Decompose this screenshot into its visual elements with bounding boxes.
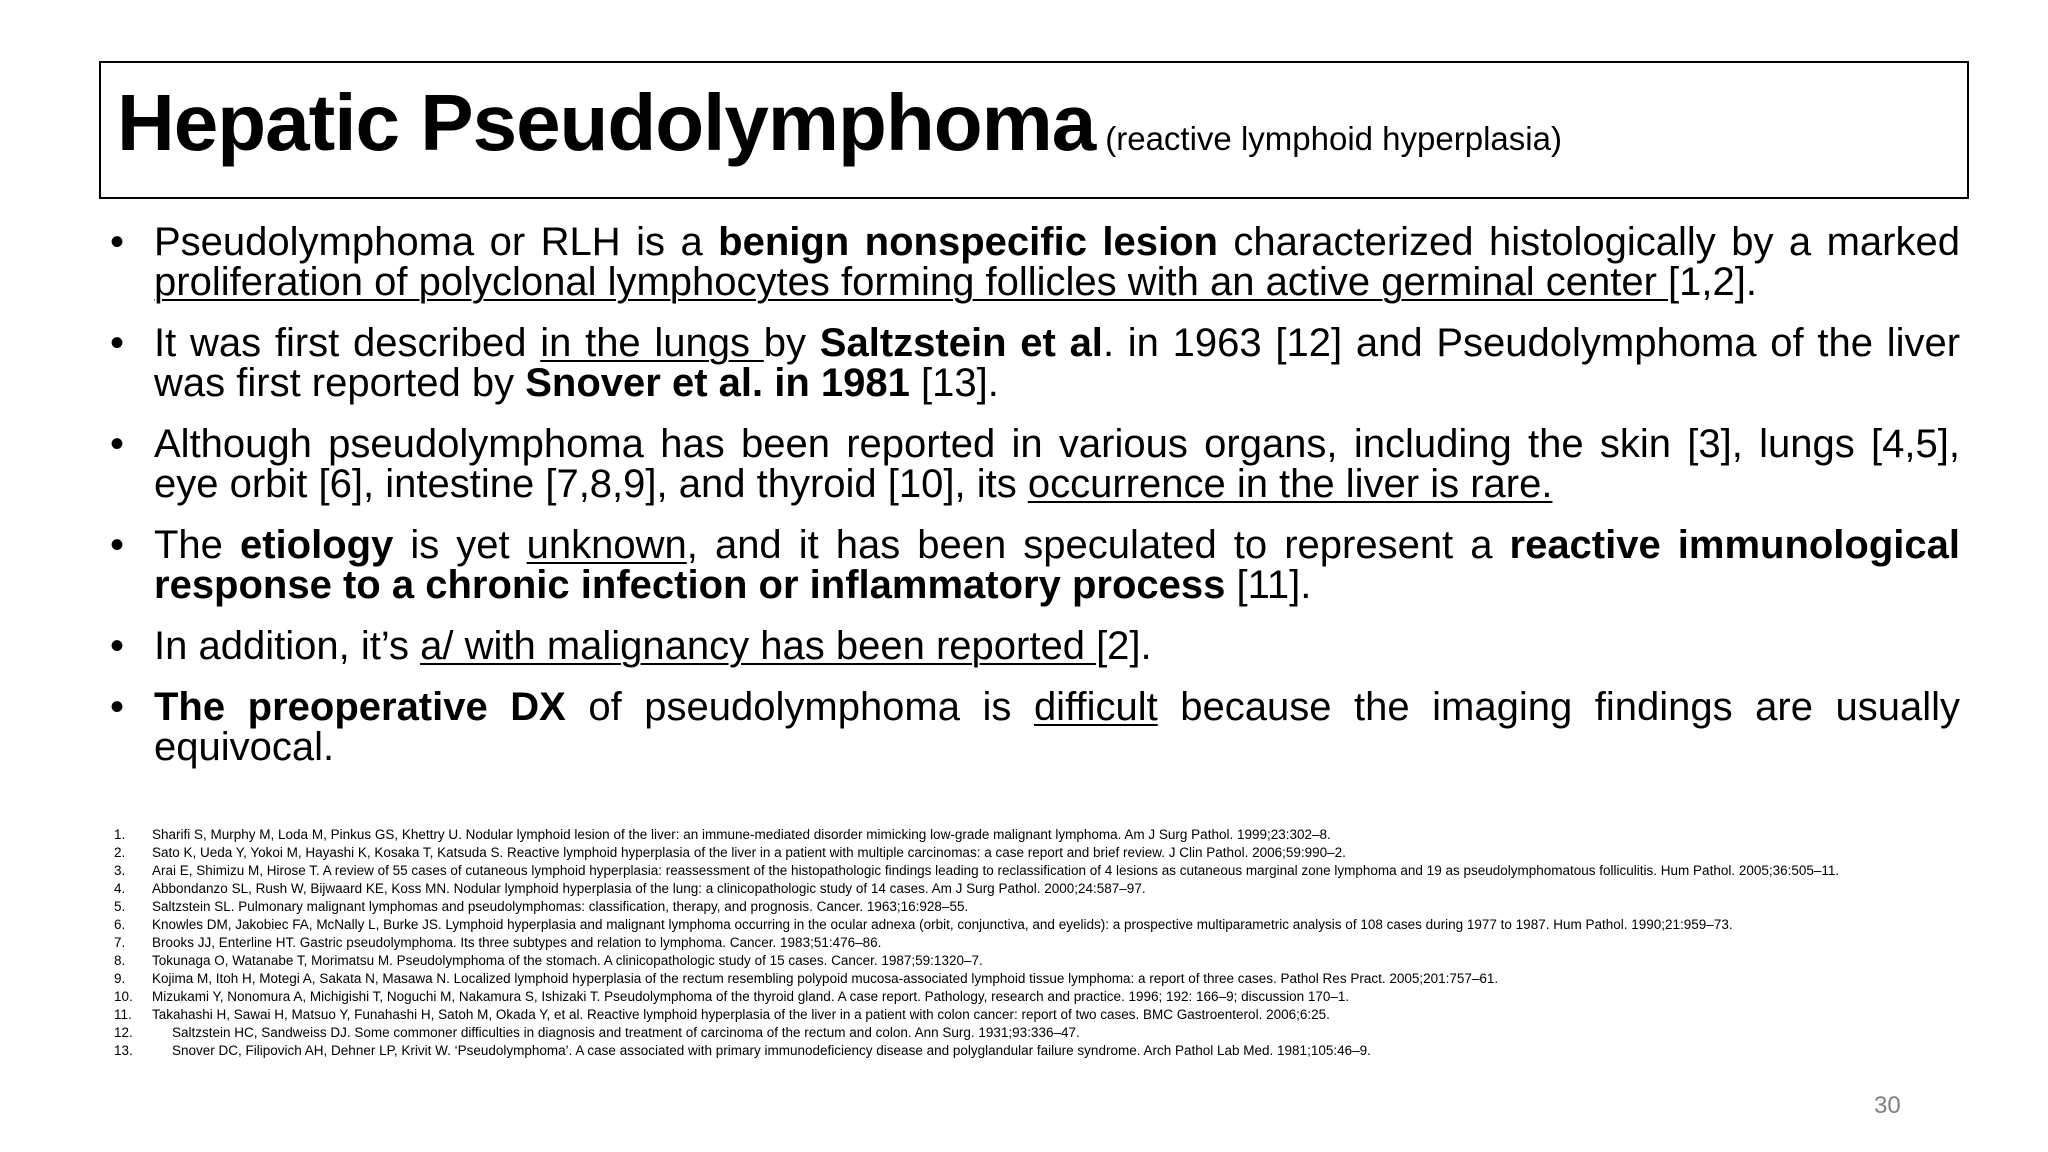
bullet-underlined-text: occurrence in the liver is rare. <box>1027 462 1553 506</box>
reference-text: Kojima M, Itoh H, Motegi A, Sakata N, Masawa N. Localized lymphoid hyperplasia of the rectum resembling polypoid mucosa-associated lymphoid tissue lymphoma: a report of three cases. Pathol Res Pract. 2005;201:757–61. <box>152 971 1499 986</box>
reference-number: 11. <box>114 1007 132 1022</box>
reference-item <box>114 826 1964 844</box>
page-number: 30 <box>1874 1092 1901 1119</box>
reference-text: Sharifi S, Murphy M, Loda M, Pinkus GS, Khettry U. Nodular lymphoid lesion of the liver: an immune-mediated disorder mimicking low-grade malignant lymphoma. Am J Surg Pathol. 1999;23:302–8. <box>152 827 1331 842</box>
bullet-text: [11]. <box>1225 563 1312 607</box>
bullet-underlined-text: unknown <box>526 523 687 567</box>
bullet-underlined-text: proliferation of polyclonal lymphocytes forming follicles with an active germinal center <box>154 260 1669 304</box>
reference-number: 2. <box>114 845 126 860</box>
bullet-dot: • <box>110 523 125 567</box>
reference-item <box>114 1024 1964 1042</box>
reference-text: Mizukami Y, Nonomura A, Michigishi T, Noguchi M, Nakamura S, Ishizaki T. Pseudolymphoma of the thyroid gland. A case report. Pathology, research and practice. 1996; 192: 166–9; discussion 170–1. <box>152 989 1350 1004</box>
reference-item <box>114 898 1964 916</box>
bullet-text: , and it has been speculated to represent a <box>686 523 1510 567</box>
bullet-text: Pseudolymphoma or RLH is a <box>154 220 719 264</box>
reference-item <box>114 952 1964 970</box>
bullet-underlined-text: in the lungs <box>540 321 764 365</box>
reference-item <box>114 1006 1964 1024</box>
reference-item <box>114 916 1964 934</box>
reference-text: Abbondanzo SL, Rush W, Bijwaard KE, Koss MN. Nodular lymphoid hyperplasia of the lung: a clinicopathologic study of 14 cases. Am J Surg Pathol. 2000;24:587–97. <box>152 881 1146 896</box>
reference-number: 1. <box>114 827 126 842</box>
bullet-bold-text: etiology <box>239 523 394 567</box>
reference-text: Saltzstein HC, Sandweiss DJ. Some commoner difficulties in diagnosis and treatment of carcinoma of the rectum and colon. Ann Surg. 1931;93:336–47. <box>172 1025 1080 1040</box>
bullet-text: Although pseudolymphoma has been reported in various organs, including the skin [3], lungs [4,5], eye orbit [6], intestine [7,8,9], and thyroid [10], its <box>154 422 1960 506</box>
bullet-underlined-text: difficult <box>1033 685 1158 729</box>
reference-list <box>114 826 1964 1060</box>
bullet-bold-text: reactive immunological response to a chronic infection or inflammatory process <box>154 523 1961 607</box>
bullet-item-6 <box>110 687 1960 767</box>
bullet-text: is yet <box>393 523 527 567</box>
bullet-underlined-text: a/ with malignancy has been reported <box>420 624 1097 668</box>
reference-item <box>114 844 1964 862</box>
bullet-list <box>110 222 1960 788</box>
reference-text: Knowles DM, Jakobiec FA, McNally L, Burke JS. Lymphoid hyperplasia and malignant lymphoma occurring in the ocular adnexa (orbit, conjunctiva, and eyelids): a prospective multiparametric analysis of 108 cases during 1977 to 1987. Hum Pathol. 1990;21:959–73. <box>152 917 1733 932</box>
bullet-text: characterized histologically by a marked <box>1217 220 1960 264</box>
reference-text: Tokunaga O, Watanabe T, Morimatsu M. Pseudolymphoma of the stomach. A clinicopathologic study of 15 cases. Cancer. 1987;59:1320–7. <box>152 953 983 968</box>
bullet-text: [1,2]. <box>1668 260 1757 304</box>
reference-text: Brooks JJ, Enterline HT. Gastric pseudolymphoma. Its three subtypes and relation to lymphoma. Cancer. 1983;51:476–86. <box>152 935 882 950</box>
reference-number: 6. <box>114 917 126 932</box>
reference-number: 10. <box>114 989 133 1004</box>
bullet-text: It was first described <box>154 321 541 365</box>
reference-text: Snover DC, Filipovich AH, Dehner LP, Krivit W. ‘Pseudolymphoma’. A case associated with primary immunodeficiency disease and polyglandular failure syndrome. Arch Pathol Lab Med. 1981;105:46–9. <box>172 1043 1371 1058</box>
bullet-text: [2]. <box>1096 624 1152 668</box>
reference-number: 8. <box>114 953 126 968</box>
reference-text: Takahashi H, Sawai H, Matsuo Y, Funahashi H, Satoh M, Okada Y, et al. Reactive lymphoid hyperplasia of the liver in a patient with colon cancer: report of two cases. BMC Gastroenterol. 2006;6:25. <box>152 1007 1330 1022</box>
bullet-text: In addition, it’s <box>154 624 421 668</box>
reference-item <box>114 934 1964 952</box>
bullet-text: because the imaging findings are usually equivocal. <box>154 685 1960 769</box>
reference-number: 7. <box>114 935 126 950</box>
bullet-text: . in 1963 [12] and Pseudolymphoma of the liver was first reported by <box>154 321 1961 405</box>
bullet-bold-text: The preoperative DX <box>154 685 566 729</box>
bullet-dot: • <box>110 321 125 365</box>
reference-number: 13. <box>114 1043 133 1058</box>
reference-item <box>114 970 1964 988</box>
bullet-item-1 <box>110 222 1960 302</box>
bullet-dot: • <box>110 422 125 466</box>
reference-item <box>114 880 1964 898</box>
reference-text: Saltzstein SL. Pulmonary malignant lymphomas and pseudolymphomas: classification, therapy, and prognosis. Cancer. 1963;16:928–55. <box>152 899 969 914</box>
reference-item <box>114 988 1964 1006</box>
bullet-item-4 <box>110 525 1960 605</box>
bullet-item-2 <box>110 323 1960 403</box>
reference-number: 4. <box>114 881 126 896</box>
reference-number: 5. <box>114 899 126 914</box>
reference-number: 9. <box>114 971 126 986</box>
bullet-item-5 <box>110 626 1960 666</box>
reference-number: 12. <box>114 1025 133 1040</box>
reference-item <box>114 1042 1964 1060</box>
bullet-text: The <box>154 523 240 567</box>
bullet-text: by <box>763 321 820 365</box>
slide-subtitle: (reactive lymphoid hyperplasia) <box>1105 120 1562 157</box>
title-box <box>99 61 1969 199</box>
slide-title <box>117 78 1562 167</box>
bullet-text: of pseudolymphoma is <box>565 685 1034 729</box>
reference-text: Arai E, Shimizu M, Hirose T. A review of 55 cases of cutaneous lymphoid hyperplasia: reassessment of the histopathologic findings leading to reclassification of 4 lesions as cutaneous marginal zone lymphoma and 19 as pseudolymphomatous folliculitis. Hum Pathol. 2005;36:505–11. <box>152 863 1840 878</box>
bullet-dot: • <box>110 685 125 729</box>
bullet-item-3 <box>110 424 1960 504</box>
bullet-bold-text: benign nonspecific lesion <box>718 220 1218 264</box>
bullet-bold-text: Snover et al. in 1981 <box>525 361 910 405</box>
bullet-bold-text: Saltzstein et al <box>819 321 1103 365</box>
slide-title-text: Hepatic Pseudolymphoma <box>117 78 1096 167</box>
reference-text: Sato K, Ueda Y, Yokoi M, Hayashi K, Kosaka T, Katsuda S. Reactive lymphoid hyperplasia of the liver in a patient with multiple carcinomas: a case report and brief review. J Clin Pathol. 2006;59:990–2. <box>152 845 1346 860</box>
reference-item <box>114 862 1964 880</box>
bullet-dot: • <box>110 220 125 264</box>
bullet-text: [13]. <box>909 361 999 405</box>
bullet-dot: • <box>110 624 125 668</box>
reference-number: 3. <box>114 863 126 878</box>
